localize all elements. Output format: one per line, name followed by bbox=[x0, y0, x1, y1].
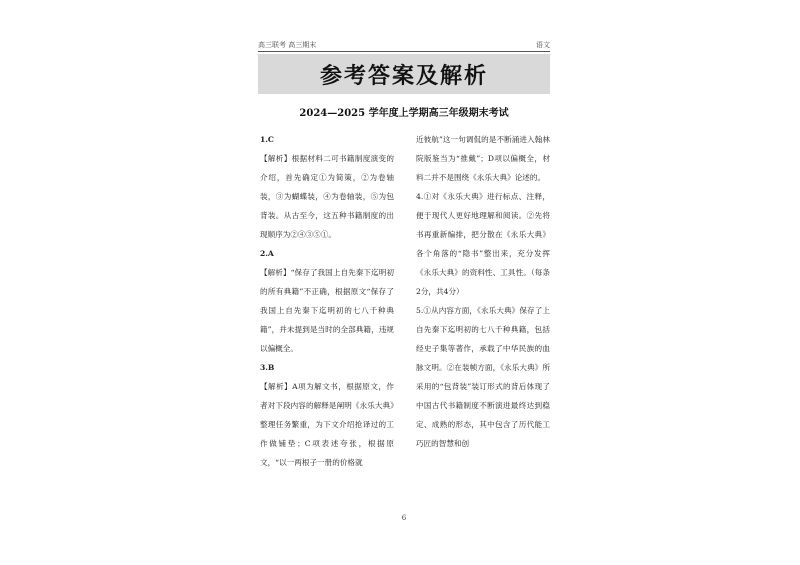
answer-3-explanation: 【解析】A项为解文书，根据原文，作者对下段内容的解释是阐明《永乐大典》整理任务繁重，为下文介绍抢译过的工作做铺垫；C项表述夸张，根据原文，“以一两根子一册的价格就 bbox=[260, 382, 394, 467]
right-column bbox=[416, 130, 550, 453]
document-page bbox=[258, 40, 550, 522]
answer-3-continued: 近彼航”这一句调侃的是不断涌进入翰林院版鉴当为“推戴”；D项以偏概全，材料二并不是围绕《永乐大典》论述的。 bbox=[416, 135, 550, 182]
answer-2-explanation: 【解析】“保存了我国上自先秦下迄明初的所有典籍”不正确，根据原文“保存了我国上自先秦下迄明初的七八千种典籍”，并未提到是当时的全部典籍，违规以偏概全。 bbox=[260, 268, 394, 353]
answer-2-label: 2.A bbox=[260, 249, 274, 258]
running-header-left: 高三联考 高三期末 bbox=[258, 41, 317, 49]
answer-1-explanation: 【解析】根据材料二可书籍制度演变的介绍，首先确定①为简策，②为卷轴装，③为蝴蝶装，④为卷轴装，⑤为包背装。从古至今，这五种书籍制度的出现顺序为②④③⑤①。 bbox=[260, 154, 394, 239]
left-column bbox=[260, 130, 394, 472]
answer-1-label: 1.C bbox=[260, 135, 274, 144]
header-rule bbox=[258, 51, 550, 52]
title-banner bbox=[258, 54, 550, 94]
page-number: 6 bbox=[401, 514, 407, 522]
exam-subtitle: 2024—2025 学年度上学期高三年级期末考试 bbox=[299, 108, 509, 119]
answer-4: 4.①对《永乐大典》进行标点、注释，便于现代人更好地理解和阅读。②先将书再重新编排，把分散在《永乐大典》各个角落的“隐书”整出来，充分发挥《永乐大典》的资料性、工具性。（每条2分，共4分） bbox=[416, 192, 550, 296]
running-header-right: 语文 bbox=[536, 41, 550, 49]
answer-3-label: 3.B bbox=[260, 363, 275, 372]
answer-5: 5.①从内容方面，《永乐大典》保存了上自先秦下迄明初的七八千种典籍，包括经史子集等著作，承载了中华民族的血脉文明。②在装帧方面，《永乐大典》所采用的“包背装”装订形式的背后体现了中国古代书籍制度不断演进最终达到稳定、成熟的形态，其中包含了历代能工巧匠的智慧和创 bbox=[416, 306, 550, 448]
page-title: 参考答案及解析 bbox=[319, 62, 488, 89]
